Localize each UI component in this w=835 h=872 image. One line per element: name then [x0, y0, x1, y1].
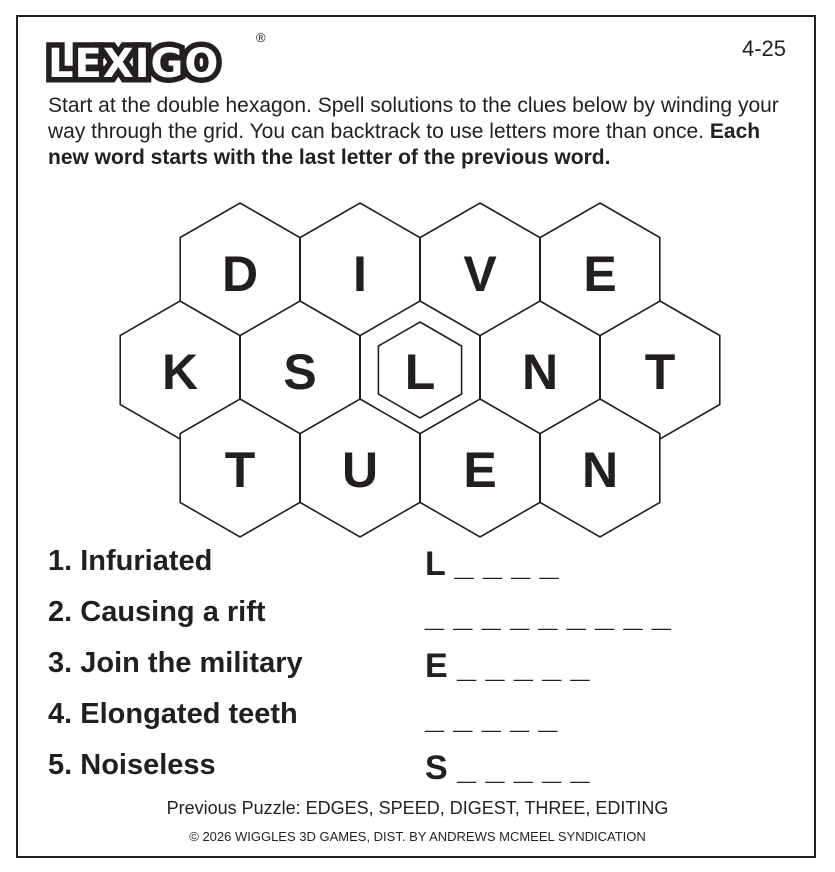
clue-item	[48, 749, 216, 782]
hex-letter: T	[644, 344, 676, 400]
hex-letter: V	[463, 246, 497, 302]
answer-blanks[interactable]: E _ _ _ _ _	[425, 647, 590, 685]
hex-letter: U	[341, 442, 379, 498]
puzzle-number: 4-25	[742, 36, 787, 61]
clue-text: Causing a rift	[80, 596, 266, 628]
clue-number: 4.	[48, 698, 73, 730]
answer-blanks[interactable]: S _ _ _ _ _	[425, 749, 590, 787]
clue-number: 1.	[48, 545, 73, 577]
hex-letter: N	[581, 442, 619, 498]
clue-item	[48, 596, 266, 629]
answer-blanks[interactable]: L _ _ _ _	[425, 545, 559, 583]
logo-text: LEXIGO	[48, 41, 220, 87]
clue-number: 2.	[48, 596, 73, 628]
clue-item	[48, 698, 298, 731]
copyright: © 2026 WIGGLES 3D GAMES, DIST. BY ANDREWS MCMEEL SYNDICATION	[189, 829, 646, 844]
hex-letter: S	[283, 344, 317, 400]
clue-number: 3.	[48, 647, 73, 679]
instructions-bold: Each new word starts with the last letter of the previous word.	[48, 120, 761, 169]
clue-item	[48, 545, 212, 578]
registered-mark: ®	[256, 30, 266, 45]
answer-blanks[interactable]: _ _ _ _ _	[425, 698, 558, 736]
hex-letter: K	[161, 344, 199, 400]
instructions-text: Start at the double hexagon. Spell solutions to the clues below by winding your way through the grid. You can backtrack to use letters more than once.	[48, 94, 779, 143]
hex-letter: N	[521, 344, 559, 400]
clue-item	[48, 647, 303, 680]
hex-letter: D	[221, 246, 259, 302]
hex-letter: E	[463, 442, 497, 498]
clue-number: 5.	[48, 749, 73, 781]
clue-text: Join the military	[80, 647, 303, 679]
answer-blanks[interactable]: _ _ _ _ _ _ _ _ _	[425, 596, 671, 634]
hex-letter: I	[353, 246, 367, 302]
clue-text: Elongated teeth	[80, 698, 298, 730]
clue-text: Noiseless	[80, 749, 216, 781]
previous-puzzle: Previous Puzzle: EDGES, SPEED, DIGEST, THREE, EDITING	[166, 798, 669, 818]
hex-letter: L	[404, 344, 436, 400]
hex-letter: E	[583, 246, 617, 302]
hex-letter: T	[224, 442, 256, 498]
clue-text: Infuriated	[80, 545, 213, 577]
